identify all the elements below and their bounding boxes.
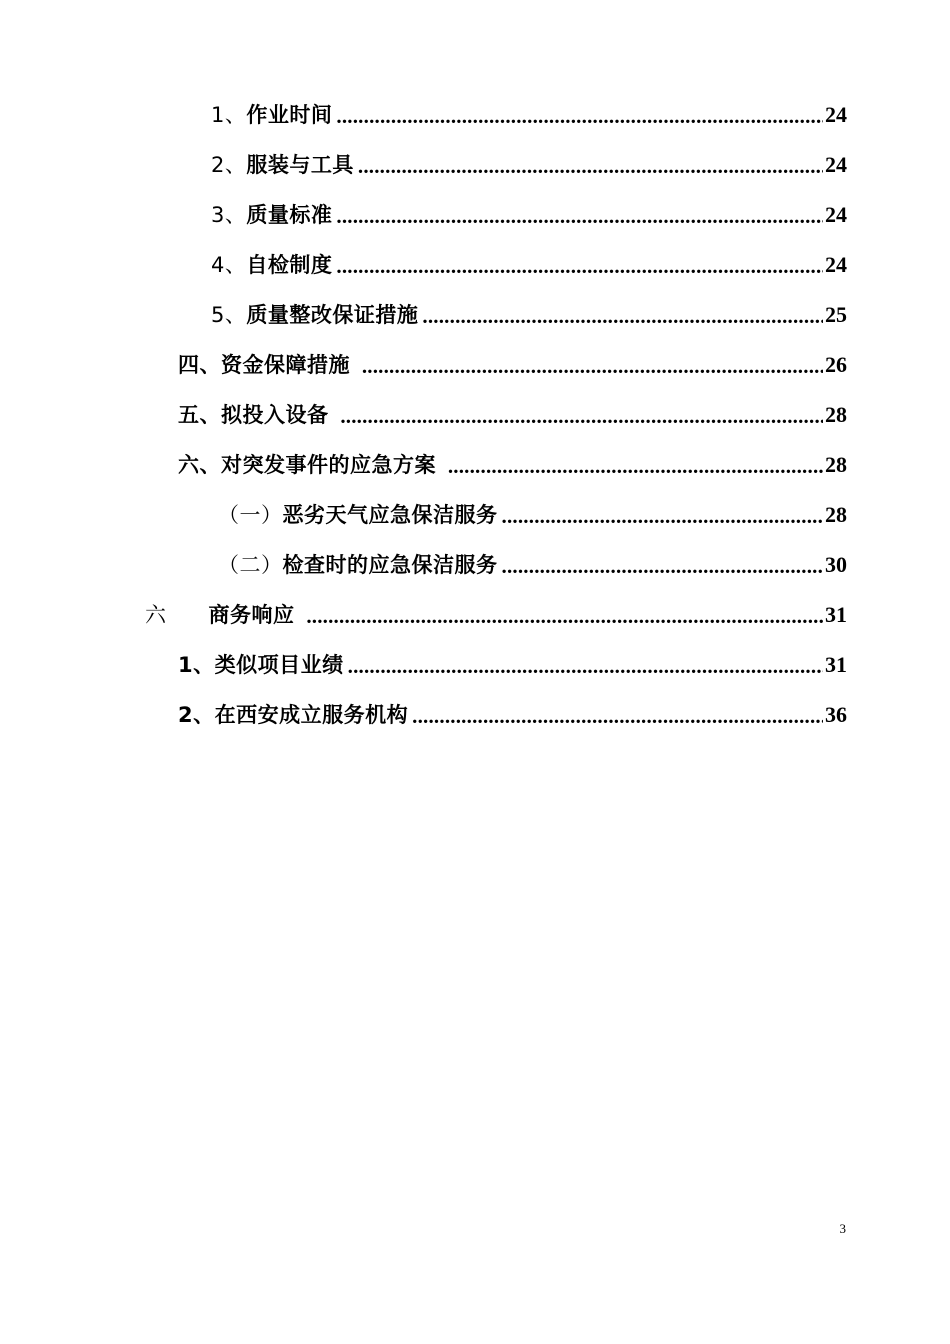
toc-entry-page-number: 28 xyxy=(825,402,847,427)
toc-dot-leader xyxy=(348,654,823,678)
toc-entry-page-number: 31 xyxy=(825,602,847,627)
toc-dot-leader xyxy=(336,254,823,278)
toc-entry-title: 服装与工具 xyxy=(246,153,354,177)
toc-entry-prefix: 2、 xyxy=(178,703,215,727)
toc-entry-page-number: 36 xyxy=(825,702,847,727)
toc-dot-leader xyxy=(336,204,823,228)
toc-entry-page-number: 25 xyxy=(825,302,847,327)
toc-entry-title: 质量整改保证措施 xyxy=(246,303,419,327)
toc-entry-title: 类似项目业绩 xyxy=(214,653,344,677)
toc-entry-title: 在西安成立服务机构 xyxy=(214,703,409,727)
toc-entry-prefix: 1、 xyxy=(211,103,247,127)
toc-entry-prefix: （二） xyxy=(218,553,283,577)
toc-entry[interactable] xyxy=(211,248,847,278)
toc-entry-page-number: 30 xyxy=(825,552,847,577)
toc-dot-leader xyxy=(448,454,823,478)
toc-entry-title: 质量标准 xyxy=(246,203,333,227)
toc-dot-leader xyxy=(336,104,823,128)
toc-entry-prefix: 3、 xyxy=(211,203,247,227)
toc-entry-prefix: 六、 xyxy=(178,453,221,477)
page-number: 3 xyxy=(839,1221,846,1236)
toc-entry-prefix: 5、 xyxy=(211,303,247,327)
toc-entry[interactable] xyxy=(211,198,847,228)
toc-entry-page-number: 24 xyxy=(825,202,847,227)
toc-entry-prefix: 四、 xyxy=(178,353,221,377)
toc-entry-title: 资金保障措施 xyxy=(221,353,358,377)
toc-dot-leader xyxy=(358,154,823,178)
toc-entry-page-number: 31 xyxy=(825,652,847,677)
toc-entry[interactable] xyxy=(178,648,847,678)
toc-dot-leader xyxy=(422,304,823,328)
toc-entry[interactable] xyxy=(218,498,847,528)
toc-entry-title: 商务响应 xyxy=(208,603,303,627)
toc-entry-prefix: 六 xyxy=(145,603,167,627)
toc-entry[interactable] xyxy=(178,348,847,378)
toc-entry-title: 检查时的应急保洁服务 xyxy=(282,553,498,577)
toc-entry-prefix: （一） xyxy=(218,503,283,527)
toc-entry[interactable] xyxy=(211,98,847,128)
toc-entry-title: 拟投入设备 xyxy=(221,403,337,427)
toc-entry-prefix: 4、 xyxy=(211,253,247,277)
toc-entry-title: 对突发事件的应急方案 xyxy=(221,453,444,477)
toc-entry[interactable] xyxy=(178,698,847,728)
toc-entry-title: 自检制度 xyxy=(246,253,333,277)
toc-entry-prefix: 1、 xyxy=(178,653,215,677)
toc-entry-prefix: 2、 xyxy=(211,153,247,177)
toc-dot-leader xyxy=(340,404,823,428)
toc-dot-leader xyxy=(306,604,823,628)
toc-entry-page-number: 28 xyxy=(825,452,847,477)
toc-dot-leader xyxy=(502,554,824,578)
toc-entry[interactable] xyxy=(211,298,847,328)
toc-entry-page-number: 24 xyxy=(825,102,847,127)
toc-dot-leader xyxy=(412,704,823,728)
toc-entry-page-number: 24 xyxy=(825,252,847,277)
toc-entry-title: 恶劣天气应急保洁服务 xyxy=(282,503,498,527)
toc-entry-page-number: 26 xyxy=(825,352,847,377)
toc-entry-page-number: 24 xyxy=(825,152,847,177)
toc-dot-leader xyxy=(362,354,823,378)
toc-entry-page-number: 28 xyxy=(825,502,847,527)
toc-entry-prefix: 五、 xyxy=(178,403,221,427)
toc-entry[interactable] xyxy=(178,448,847,478)
toc-entry[interactable] xyxy=(211,148,847,178)
toc-entry[interactable] xyxy=(178,398,847,428)
toc-entry[interactable] xyxy=(145,598,847,628)
toc-entry[interactable] xyxy=(218,548,847,578)
toc-entry-title: 作业时间 xyxy=(246,103,333,127)
toc-dot-leader xyxy=(502,504,824,528)
